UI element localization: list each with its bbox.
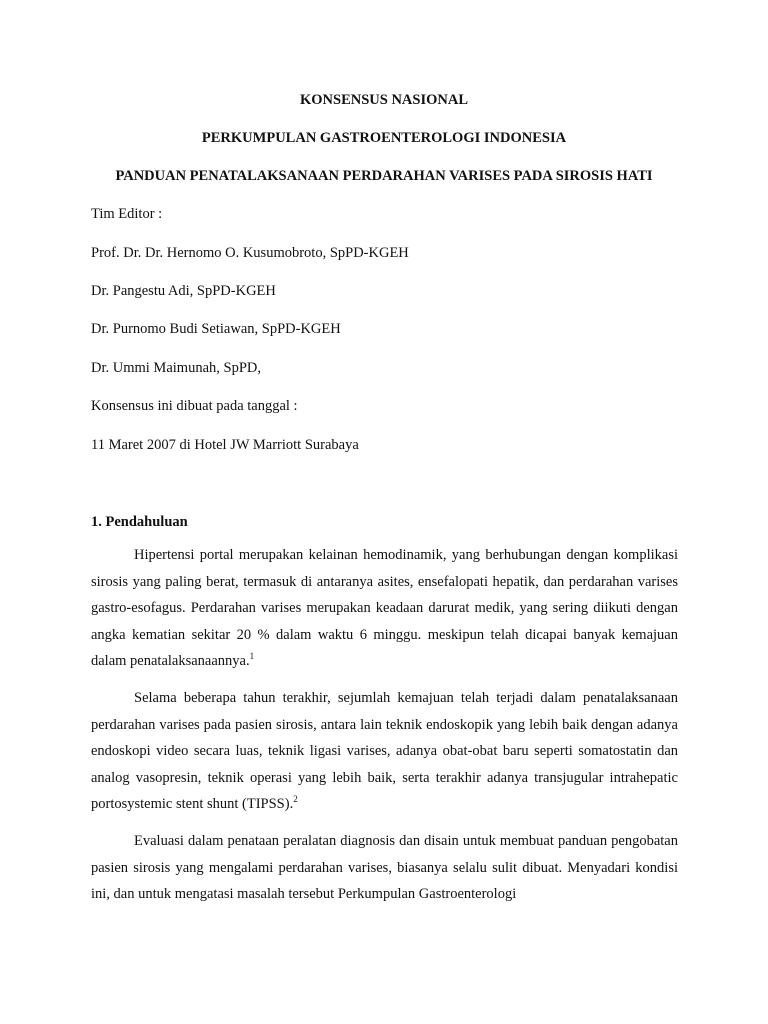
editor-name: Dr. Pangestu Adi, SpPD-KGEH [91,283,276,299]
title-konsensus-nasional: KONSENSUS NASIONAL [299,92,468,108]
title-guideline: PANDUAN PENATALAKSANAAN PERDARAHAN VARISES PADA SIROSIS HATI [115,168,653,184]
title-organization: PERKUMPULAN GASTROENTEROLOGI INDONESIA [201,130,567,146]
paragraph-1 [91,542,678,675]
paragraph-text: Hipertensi portal merupakan kelainan hemodinamik, yang berhubungan dengan komplikasi sirosis yang paling berat, termasuk di antaranya asites, ensefalopati hepatik, dan perdarahan varises gastro-esofagus. Perdarahan varises merupakan keadaan darurat medik, yang sering diikuti dengan angka kematian sekitar 20 % dalam waktu 6 minggu. meskipun telah dicapai banyak kemajuan dalam penatalaksanaannya. [91,547,678,670]
paragraph-text: Selama beberapa tahun terakhir, sejumlah kemajuan telah terjadi dalam penatalaksanaan perdarahan varises pada pasien sirosis, antara lain teknik endoskopik yang lebih baik dengan adanya endoskopi video secara luas, teknik ligasi varises, adanya obat-obat baru seperti somatostatin dan analog vasopresin, teknik operasi yang lebih baik, serta terakhir adanya transjugular intrahepatic portosystemic stent shunt (TIPSS). [91,690,678,813]
section-title: 1. Pendahuluan [91,514,188,530]
date-value: 11 Maret 2007 di Hotel JW Marriott Surabaya [91,437,359,453]
date-label: Konsensus ini dibuat pada tanggal : [91,398,298,414]
reference-marker: 2 [293,794,298,805]
reference-marker: 1 [249,651,255,662]
paragraph-3 [91,828,678,908]
paragraph-2 [91,685,678,818]
editors-label: Tim Editor : [91,206,163,222]
editor-name: Prof. Dr. Dr. Hernomo O. Kusumobroto, SpPD-KGEH [91,245,409,261]
editor-name: Dr. Purnomo Budi Setiawan, SpPD-KGEH [91,321,341,337]
paragraph-text: Evaluasi dalam penataan peralatan diagnosis dan disain untuk membuat panduan pengobatan pasien sirosis yang mengalami perdarahan varises, biasanya selalu sulit dibuat. Menyadari kondisi ini, dan untuk mengatasi masalah tersebut Perkumpulan Gastroenterologi [91,833,678,903]
editor-name: Dr. Ummi Maimunah, SpPD, [91,360,261,376]
